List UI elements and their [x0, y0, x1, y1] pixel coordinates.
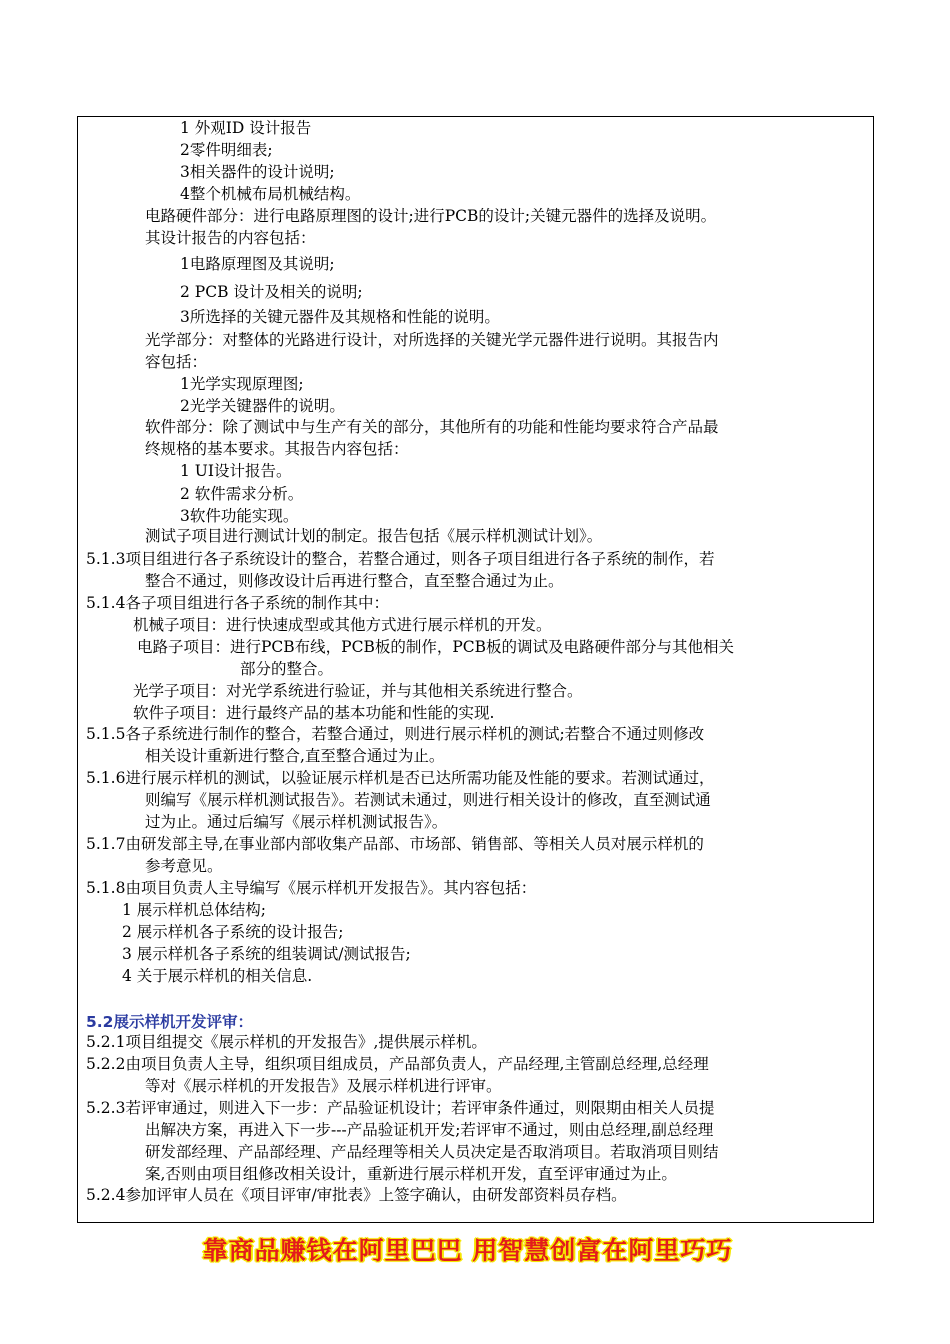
- text-line: 1光学实现原理图;: [180, 375, 304, 393]
- section-item: 5.2.3若评审通过，则进入下一步：产品验证机设计；若评审条件通过，则限期由相关人员提: [86, 1099, 715, 1117]
- section-item: 5.1.5各子系统进行制作的整合，若整合通过，则进行展示样机的测试;若整合不通过则修改: [86, 725, 705, 743]
- section-heading: 5.2展示样机开发评审：: [86, 1013, 253, 1031]
- text-line: 2 软件需求分析。: [180, 485, 304, 503]
- text-line: 测试子项目进行测试计划的制定。报告包括《展示样机测试计划》。: [145, 527, 603, 545]
- section-item: 5.2.1项目组提交《展示样机的开发报告》,提供展示样机。: [86, 1033, 487, 1051]
- text-line: 2 展示样机各子系统的设计报告;: [122, 923, 344, 941]
- text-line: 2光学关键器件的说明。: [180, 397, 345, 415]
- text-line: 3相关器件的设计说明;: [180, 163, 335, 181]
- text-line: 3所选择的关键元器件及其规格和性能的说明。: [180, 308, 500, 326]
- section-item: 5.2.2由项目负责人主导，组织项目组成员，产品部负责人，产品经理,主管副总经理,总经理: [86, 1055, 709, 1073]
- text-line: 1 UI设计报告。: [180, 462, 292, 480]
- text-line: 其设计报告的内容包括：: [145, 229, 316, 247]
- text-line: 1 外观ID 设计报告: [180, 119, 312, 137]
- text-line: 案,否则由项目组修改相关设计，重新进行展示样机开发，直至评审通过为止。: [145, 1165, 677, 1183]
- text-line: 出解决方案，再进入下一步---产品验证机开发;若评审不通过，则由总经理,副总经理: [145, 1121, 714, 1139]
- text-line: 3 展示样机各子系统的组装调试/测试报告;: [122, 945, 411, 963]
- section-item: 5.1.3项目组进行各子系统设计的整合，若整合通过，则各子项目组进行各子系统的制作，若: [86, 550, 715, 568]
- text-line: 2零件明细表;: [180, 141, 273, 159]
- text-line: 终规格的基本要求。其报告内容包括：: [145, 440, 409, 458]
- text-line: 1 展示样机总体结构;: [122, 901, 267, 919]
- text-line: 软件部分：除了测试中与生产有关的部分，其他所有的功能和性能均要求符合产品最: [145, 418, 719, 436]
- text-line: 光学子项目：对光学系统进行验证，并与其他相关系统进行整合。: [133, 682, 583, 700]
- text-line: 研发部经理、产品部经理、产品经理等相关人员决定是否取消项目。若取消项目则结: [145, 1143, 719, 1161]
- text-line: 3软件功能实现。: [180, 507, 299, 525]
- text-line: 机械子项目：进行快速成型或其他方式进行展示样机的开发。: [133, 616, 552, 634]
- text-line: 则编写《展示样机测试报告》。若测试未通过，则进行相关设计的修改，直至测试通: [145, 791, 711, 809]
- text-line: 过为止。通过后编写《展示样机测试报告》。: [145, 813, 448, 831]
- text-line: 电路子项目：进行PCB布线，PCB板的制作，PCB板的调试及电路硬件部分与其他相关: [137, 638, 735, 656]
- section-item: 5.2.4参加评审人员在《项目评审/审批表》上签字确认，由研发部资料员存档。: [86, 1186, 627, 1204]
- text-line: 2 PCB 设计及相关的说明;: [180, 283, 363, 301]
- text-line: 部分的整合。: [240, 660, 334, 678]
- text-line: 电路硬件部分：进行电路原理图的设计;进行PCB的设计;关键元器件的选择及说明。: [145, 207, 717, 225]
- section-item: 5.1.6进行展示样机的测试，以验证展示样机是否已达所需功能及性能的要求。若测试通过，: [86, 769, 715, 787]
- text-line: 等对《展示样机的开发报告》及展示样机进行评审。: [145, 1077, 502, 1095]
- section-item: 5.1.7由研发部主导,在事业部内部收集产品部、市场部、销售部、等相关人员对展示样机的: [86, 835, 704, 853]
- text-line: 4整个机械布局机械结构。: [180, 185, 361, 203]
- text-line: 容包括：: [145, 353, 208, 371]
- text-line: 参考意见。: [145, 857, 223, 875]
- text-line: 相关设计重新进行整合,直至整合通过为止。: [145, 747, 445, 765]
- footer-banner: 靠商品赚钱在阿里巴巴 用智慧创富在阿里巧巧: [202, 1236, 733, 1265]
- section-item: 5.1.4各子项目组进行各子系统的制作其中：: [86, 594, 389, 612]
- text-line: 1电路原理图及其说明;: [180, 255, 335, 273]
- text-line: 整合不通过，则修改设计后再进行整合，直至整合通过为止。: [145, 572, 564, 590]
- text-line: 光学部分：对整体的光路进行设计，对所选择的关键光学元器件进行说明。其报告内: [145, 331, 719, 349]
- text-line: 软件子项目：进行最终产品的基本功能和性能的实现.: [133, 704, 495, 722]
- text-line: 4 关于展示样机的相关信息.: [122, 967, 313, 985]
- section-item: 5.1.8由项目负责人主导编写《展示样机开发报告》。其内容包括：: [86, 879, 537, 897]
